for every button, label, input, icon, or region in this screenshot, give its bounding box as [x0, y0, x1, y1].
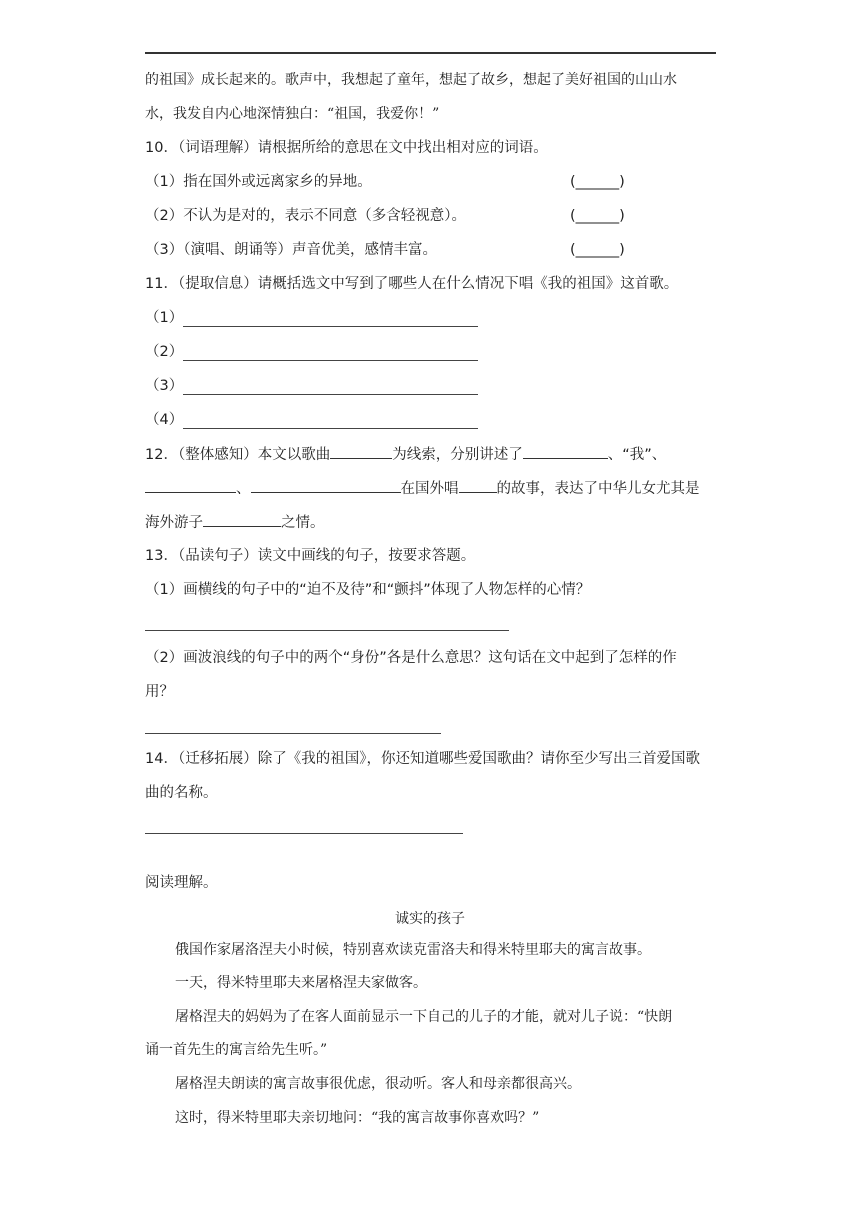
section-intro: 阅读理解。	[145, 875, 218, 891]
q12-text: 海外游子	[145, 515, 203, 531]
passage-paragraph: 俄国作家屠洛涅夫小时候，特别喜欢读克雷洛夫和得米特里耶夫的寓言故事。	[175, 942, 651, 958]
question-13-stem: 13．（品读句子）读文中画线的句子，按要求答题。	[145, 548, 476, 564]
q13-sub-2-cont: 用？	[145, 684, 174, 700]
q12-text: 、	[236, 481, 251, 497]
question-14-line-1: 14．（迁移拓展）除了《我的祖国》，你还知道哪些爱国歌曲？请你至少写出三首爱国歌	[145, 751, 700, 767]
q11-answer-line-4[interactable]	[183, 428, 478, 429]
q10-item-1: （1）指在国外或远离家乡的异地。	[145, 174, 372, 190]
question-11-stem: 11．（提取信息）请概括选文中写到了哪些人在什么情况下唱《我的祖国》这首歌。	[145, 276, 679, 292]
q12-blank-person-4[interactable]	[251, 478, 401, 493]
q13-sub-2: （2）画波浪线的句子中的两个“身份”各是什么意思？这句话在文中起到了怎样的作	[145, 650, 677, 666]
header-rule	[145, 52, 716, 54]
question-12-line-3	[145, 512, 325, 533]
q12-blank-person-3[interactable]	[145, 478, 236, 493]
q10-item-3: （3）（演唱、朗诵等）声音优美，感情丰富。	[145, 242, 437, 258]
q10-blank-1[interactable]: (______)	[570, 174, 625, 190]
passage-title: 诚实的孩子	[395, 911, 465, 927]
q11-label-2: （2）	[145, 344, 184, 360]
passage-line: 水，我发自内心地深情独白：“祖国，我爱你！”	[145, 106, 440, 122]
q11-label-4: （4）	[145, 412, 184, 428]
q12-blank-song-2[interactable]	[459, 478, 497, 493]
q10-blank-3[interactable]: (______)	[570, 242, 625, 258]
q11-label-3: （3）	[145, 378, 184, 394]
passage-paragraph: 屠格涅夫朗读的寓言故事很优虑，很动听。客人和母亲都很高兴。	[175, 1076, 581, 1092]
q10-blank-2[interactable]: (______)	[570, 208, 625, 224]
q10-item-2: （2）不认为是对的，表示不同意（多含轻视意）。	[145, 208, 466, 224]
passage-paragraph: 这时，得米特里耶夫亲切地问：“我的寓言故事你喜欢吗？”	[175, 1110, 540, 1126]
passage-line: 的祖国》成长起来的。歌声中，我想起了童年，想起了故乡，想起了美好祖国的山山水	[145, 72, 677, 88]
q13-sub-1: （1）画横线的句子中的“迫不及待”和“颤抖”体现了人物怎样的心情？	[145, 582, 591, 598]
q12-text: 的故事，表达了中华儿女尤其是	[496, 481, 700, 497]
q12-text: 12．（整体感知）本文以歌曲	[145, 447, 331, 463]
q12-blank-song[interactable]	[330, 444, 392, 459]
q11-answer-line-3[interactable]	[183, 394, 478, 395]
q12-blank-feeling[interactable]	[203, 512, 281, 527]
passage-paragraph: 屠格涅夫的妈妈为了在客人面前显示一下自己的儿子的才能，就对儿子说：“快朗	[175, 1009, 673, 1025]
q13-answer-line-2[interactable]	[145, 733, 441, 734]
q12-text: 为线索，分别讲述了	[392, 447, 523, 463]
q11-label-1: （1）	[145, 310, 184, 326]
q11-answer-line-1[interactable]	[183, 326, 478, 327]
question-12-line-1	[145, 444, 666, 465]
q12-text: 、“我”、	[607, 447, 667, 463]
q11-answer-line-2[interactable]	[183, 360, 478, 361]
question-10-stem: 10．（词语理解）请根据所给的意思在文中找出相对应的词语。	[145, 140, 548, 156]
passage-paragraph-cont: 诵一首先生的寓言给先生听。”	[145, 1042, 328, 1058]
question-12-line-2	[145, 478, 700, 499]
q12-text: 在国外唱	[400, 481, 459, 497]
q14-answer-line[interactable]	[145, 833, 463, 834]
passage-paragraph: 一天，得米特里耶夫来屠格涅夫家做客。	[175, 975, 427, 991]
q12-blank-person-1[interactable]	[523, 444, 608, 459]
q13-answer-line-1[interactable]	[145, 630, 509, 631]
q12-text: 之情。	[281, 515, 325, 531]
question-14-line-2: 曲的名称。	[145, 785, 218, 801]
